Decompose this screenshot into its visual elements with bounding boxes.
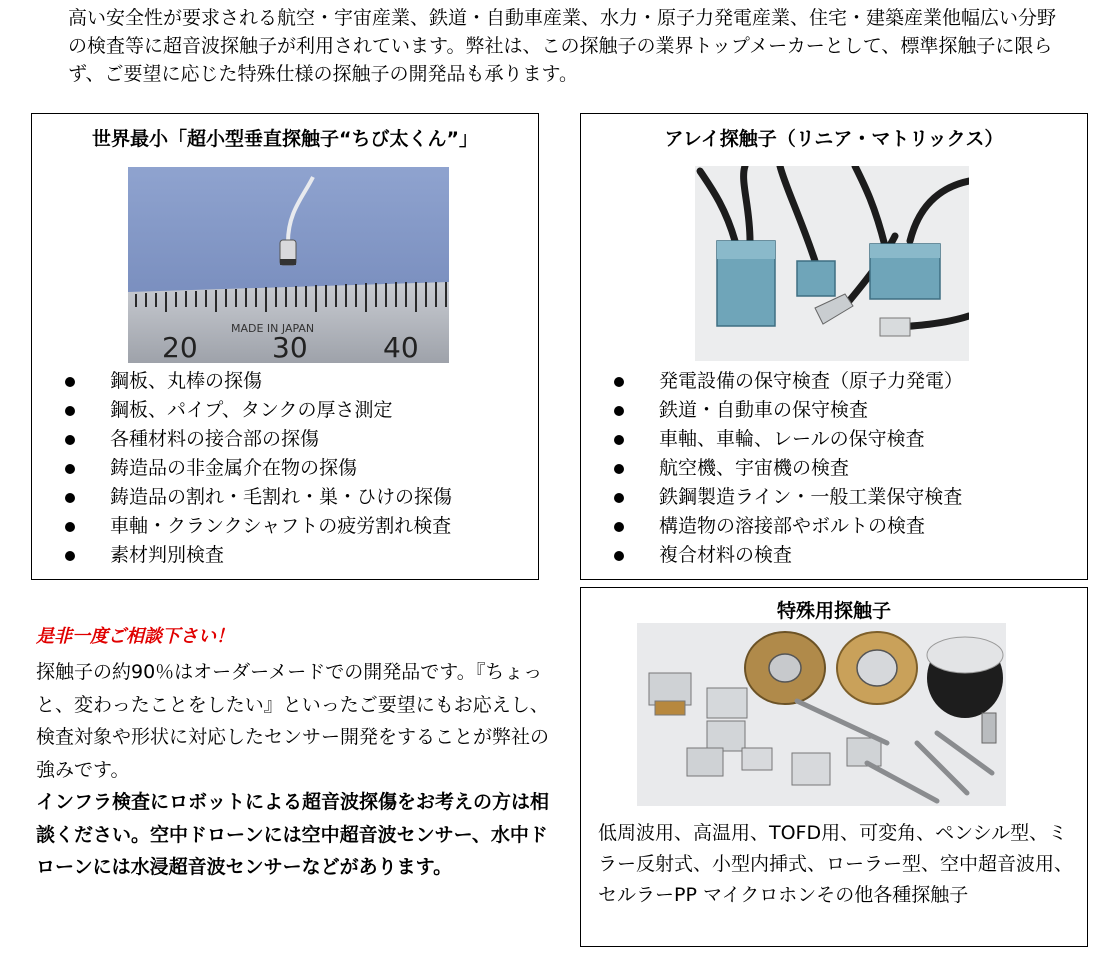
bullet-icon <box>65 493 75 503</box>
consult-heading: 是非一度ご相談下さい！ <box>36 626 234 647</box>
consult-paragraph: 探触子の約90％はオーダーメードでの開発品です。『ちょっと、変わったことをしたい』といったご要望にもお応えし、検査対象や形状に対応したセンサー開発をすることが弊社の強みです。 <box>36 661 550 781</box>
list-item: 航空機、宇宙機の検査 <box>614 454 963 483</box>
bullet-icon <box>614 551 624 561</box>
list-item: 車軸、車輪、レールの保守検査 <box>614 425 963 454</box>
list-item: 鋼板、丸棒の探傷 <box>65 367 452 396</box>
special-probe-box <box>580 587 1088 947</box>
list-item: 車軸・クランクシャフトの疲労割れ検査 <box>65 512 452 541</box>
bullet-icon <box>614 522 624 532</box>
ruler-stamp: MADE IN JAPAN <box>231 322 315 335</box>
bullet-icon <box>614 377 624 387</box>
bullet-icon <box>65 464 75 474</box>
bullet-icon <box>65 377 75 387</box>
special-probe-title: 特殊用探触子 <box>776 600 891 622</box>
list-item: 構造物の溶接部やボルトの検査 <box>614 512 963 541</box>
array-probe-title: アレイ探触子（リニア・マトリックス） <box>664 128 1004 150</box>
list-item: 鋳造品の割れ・毛割れ・巣・ひけの探傷 <box>65 483 452 512</box>
consult-bold-paragraph: インフラ検査にロボットによる超音波探傷をお考えの方は相談ください。空中ドローンには空中超音波センサー、水中ドローンには水浸超音波センサーなどがあります。 <box>36 791 550 878</box>
ruler-number: 20 <box>162 331 198 363</box>
bullet-icon <box>614 406 624 416</box>
bullet-icon <box>614 493 624 503</box>
mini-probe-title: 世界最小「超小型垂直探触子“ちび太くん”」 <box>92 128 478 150</box>
list-item: 複合材料の検査 <box>614 541 963 570</box>
list-item: 鉄道・自動車の保守検査 <box>614 396 963 425</box>
special-probe-description: 低周波用、高温用、TOFD用、可変角、ペンシル型、ミラー反射式、小型内挿式、ローラー型、空中超音波用、セルラーPP マイクロホンその他各種探触子 <box>598 822 1074 906</box>
intro-text: 高い安全性が要求される航空・宇宙産業、鉄道・自動車産業、水力・原子力発電産業、住宅・建築産業他幅広い分野の検査等に超音波探触子が利用されています。弊社は、この探触子の業界トップメーカーとして、標準探触子に限らず、ご要望に応じた特殊仕様の探触子の開発品も承ります。 <box>68 7 1057 85</box>
list-item: 発電設備の保守検査（原子力発電） <box>614 367 963 396</box>
array-probe-photo <box>695 166 969 361</box>
list-item: 素材判別検査 <box>65 541 452 570</box>
list-item: 鉄鋼製造ライン・一般工業保守検査 <box>614 483 963 512</box>
array-probe-list <box>614 367 963 570</box>
bullet-icon <box>614 464 624 474</box>
mini-probe-box <box>31 113 539 580</box>
list-item: 鋳造品の非金属介在物の探傷 <box>65 454 452 483</box>
list-item: 鋼板、パイプ、タンクの厚さ測定 <box>65 396 452 425</box>
bullet-icon <box>65 522 75 532</box>
bullet-icon <box>65 551 75 561</box>
ruler-number: 40 <box>383 331 419 363</box>
mini-probe-photo <box>128 167 449 363</box>
ruler-number: 30 <box>272 331 308 363</box>
bullet-icon <box>65 435 75 445</box>
mini-probe-list <box>65 367 452 570</box>
list-item: 各種材料の接合部の探傷 <box>65 425 452 454</box>
array-probe-box <box>580 113 1088 580</box>
special-probe-photo <box>637 623 1006 806</box>
bullet-icon <box>65 406 75 416</box>
consult-section <box>36 622 556 884</box>
bullet-icon <box>614 435 624 445</box>
